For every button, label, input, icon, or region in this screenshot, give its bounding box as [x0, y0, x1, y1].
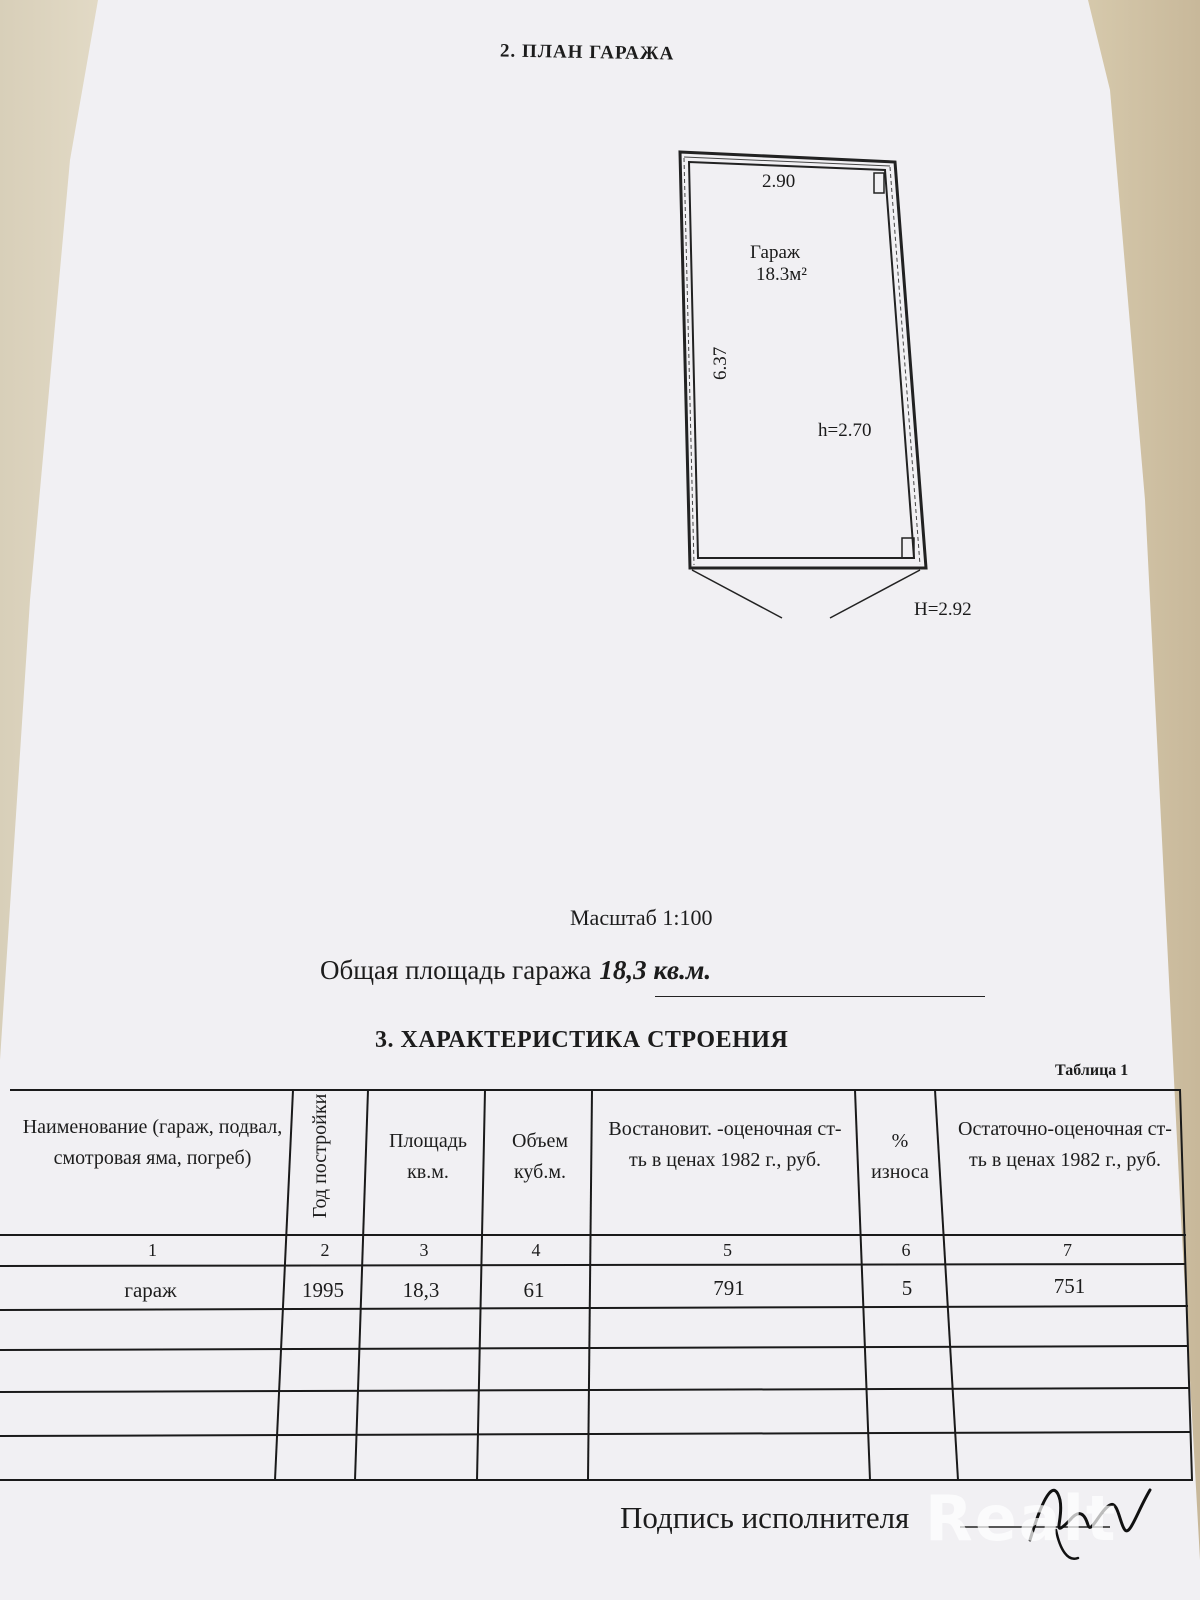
- room-area: 18.3м²: [756, 264, 807, 285]
- table-label: Таблица 1: [1055, 1062, 1129, 1079]
- cell-area: 18,3: [402, 1278, 440, 1302]
- characteristics-heading: 3. ХАРАКТЕРИСТИКА СТРОЕНИЯ: [375, 1027, 789, 1053]
- total-area-value: 18,3 кв.м.: [599, 955, 712, 985]
- watermark-logo: Realt: [925, 1482, 1118, 1555]
- width-dimension: 2.90: [762, 171, 796, 192]
- plan-heading: 2. ПЛАН ГАРАЖА: [499, 40, 675, 65]
- header-wear: % износа: [871, 1130, 929, 1183]
- gate-right-line: [830, 570, 920, 618]
- cell-name: гараж: [124, 1278, 177, 1302]
- corner-box-top: [874, 173, 884, 193]
- room-name: Гараж: [750, 242, 801, 263]
- total-area-line: [320, 955, 711, 986]
- col-number-7: 7: [1063, 1240, 1072, 1260]
- outer-height: H=2.92: [914, 599, 972, 620]
- inner-height: h=2.70: [818, 420, 872, 441]
- scale-label: Масштаб 1:100: [570, 905, 713, 930]
- col-number-3: 3: [419, 1240, 429, 1260]
- header-name: Наименование (гараж, подвал, смотровая яма, погреб): [22, 1116, 283, 1169]
- signature-label: Подпись исполнителя: [620, 1500, 910, 1535]
- garage-floor-plan: [670, 140, 1030, 640]
- total-area-underline: [655, 996, 985, 997]
- cell-residual-cost: 751: [1053, 1274, 1086, 1298]
- header-residual-cost: Остаточно-оценочная ст-ть в ценах 1982 г., руб.: [958, 1118, 1172, 1171]
- cell-restoration-cost: 791: [713, 1276, 745, 1300]
- col-number-1: 1: [148, 1240, 157, 1260]
- col-number-2: 2: [320, 1240, 330, 1260]
- header-year: Год постройки: [309, 1093, 331, 1219]
- length-dimension: 6.37: [710, 346, 731, 380]
- wall-hatch-right: [890, 167, 920, 565]
- cell-volume: 61: [523, 1278, 545, 1302]
- header-area: Площадь кв.м.: [389, 1130, 467, 1183]
- header-restoration-cost: Востановит. -оценочная ст-ть в ценах 1982 г., руб.: [608, 1118, 842, 1171]
- header-volume: Объем куб.м.: [512, 1130, 568, 1183]
- total-area-label: Общая площадь гаража: [320, 955, 592, 985]
- col-number-4: 4: [531, 1240, 541, 1260]
- col-number-5: 5: [723, 1240, 732, 1260]
- cell-year: 1995: [302, 1278, 344, 1302]
- numbers-bottom-line: [0, 1264, 1186, 1266]
- col-number-6: 6: [901, 1240, 911, 1260]
- cell-wear: 5: [901, 1276, 913, 1300]
- gate-left-line: [692, 570, 782, 618]
